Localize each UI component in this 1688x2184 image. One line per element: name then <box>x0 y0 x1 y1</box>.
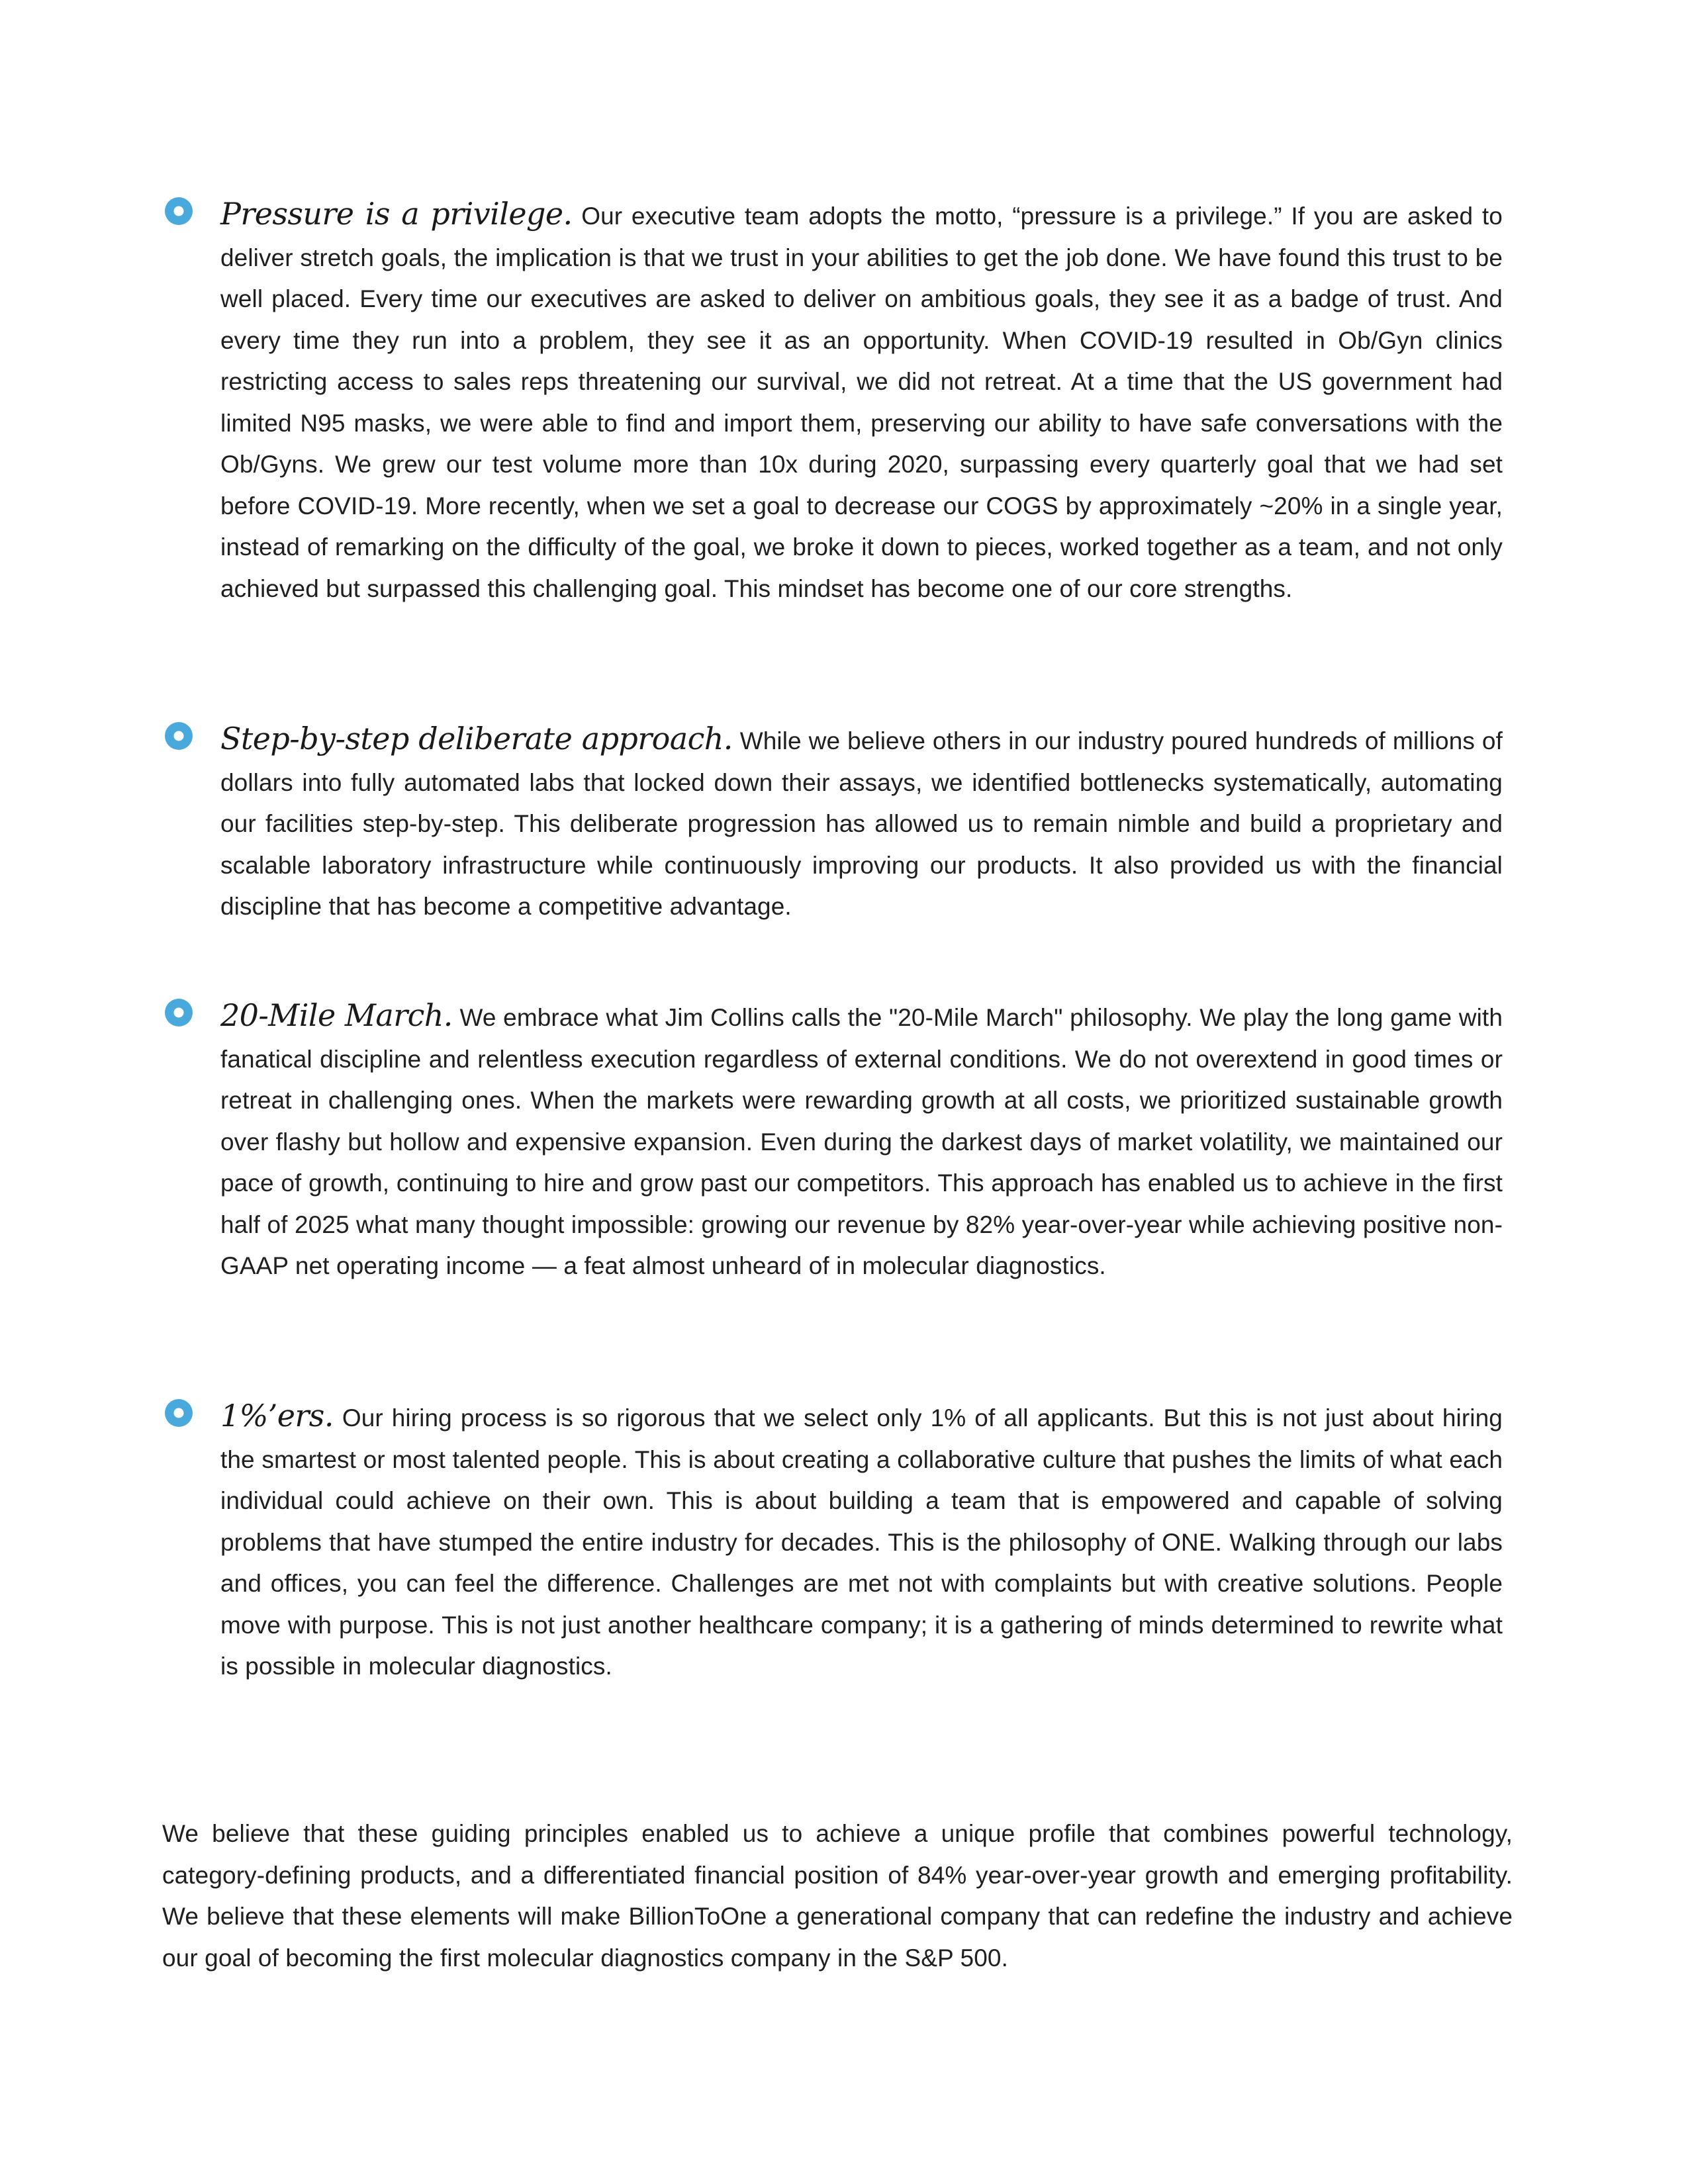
circle-bullet-icon <box>164 1398 193 1428</box>
principle-body: Our executive team adopts the motto, “pressure is a privilege.” If you are asked to deliver stretch goals, the implication is that we trust in your abilities to get the job done. We have found this trust to be well placed. Every time our executives are asked to deliver on ambitious goals, they see it as a badge of trust. And every time they run into a problem, they see it as an opportunity. When COVID-19 resulted in Ob/Gyn clinics restricting access to sales reps threatening our survival, we did not retreat. At a time that the US government had limited N95 masks, we were able to find and import them, preserving our ability to have safe conversations with the Ob/Gyns. We grew our test volume more than 10x during 2020, surpassing every quarterly goal that we had set before COVID-19. More recently, when we set a goal to decrease our COGS by approximately ~20% in a single year, instead of remarking on the difficulty of the goal, we broke it down to pieces, worked together as a team, and not only achieved but surpassed this challenging goal. This mindset has become one of our core strengths. <box>220 203 1503 602</box>
principle-body: We embrace what Jim Collins calls the "20-Mile March" philosophy. We play the long game with fanatical discipline and relentless execution regardless of external conditions. We do not overextend in good times or retreat in challenging ones. When the markets were rewarding growth at all costs, we prioritized sustainable growth over flashy but hollow and expensive expansion. Even during the darkest days of market volatility, we maintained our pace of growth, continuing to hire and grow past our competitors. This approach has enabled us to achieve in the first half of 2025 what many thought impossible: growing our revenue by 82% year-over-year while achieving positive non-GAAP net operating income — a feat almost unheard of in molecular diagnostics. <box>220 1004 1503 1279</box>
principle-heading: 1%’ers. <box>220 1398 334 1433</box>
principle-paragraph <box>220 1395 1503 1688</box>
principle-body: Our hiring process is so rigorous that we select only 1% of all applicants. But this is not just about hiring the smartest or most talented people. This is about creating a collaborative culture that pushes the limits of what each individual could achieve on their own. This is about building a team that is empowered and capable of solving problems that have stumped the entire industry for decades. This is the philosophy of ONE. Walking through our labs and offices, you can feel the difference. Challenges are met not with complaints but with creative solutions. People move with purpose. This is not just another healthcare company; it is a gathering of minds determined to rewrite what is possible in molecular diagnostics. <box>220 1404 1503 1680</box>
principle-paragraph <box>220 995 1503 1287</box>
principle-heading: 20-Mile March. <box>220 997 453 1033</box>
principle-paragraph <box>220 718 1503 928</box>
principle-heading: Pressure is a privilege. <box>220 196 573 232</box>
principle-paragraph <box>220 193 1503 610</box>
closing-paragraph: We believe that these guiding principles enabled us to achieve a unique profile that combines powerful technology, category-defining products, and a differentiated financial position of 84% year-over-year growth and emerging profitability. We believe that these elements will make BillionToOne a generational company that can redefine the industry and achieve our goal of becoming the first molecular diagnostics company in the S&P 500. <box>162 1820 1513 1972</box>
circle-bullet-icon <box>164 197 193 226</box>
circle-bullet-icon <box>164 721 193 751</box>
principle-heading: Step-by-step deliberate approach. <box>220 721 733 756</box>
circle-bullet-icon <box>164 998 193 1027</box>
principle-body: While we believe others in our industry poured hundreds of millions of dollars into fully automated labs that locked down their assays, we identified bottlenecks systematically, automating our facilities step-by-step. This deliberate progression has allowed us to remain nimble and build a proprietary and scalable laboratory infrastructure while continuously improving our products. It also provided us with the financial discipline that has become a competitive advantage. <box>220 727 1503 920</box>
